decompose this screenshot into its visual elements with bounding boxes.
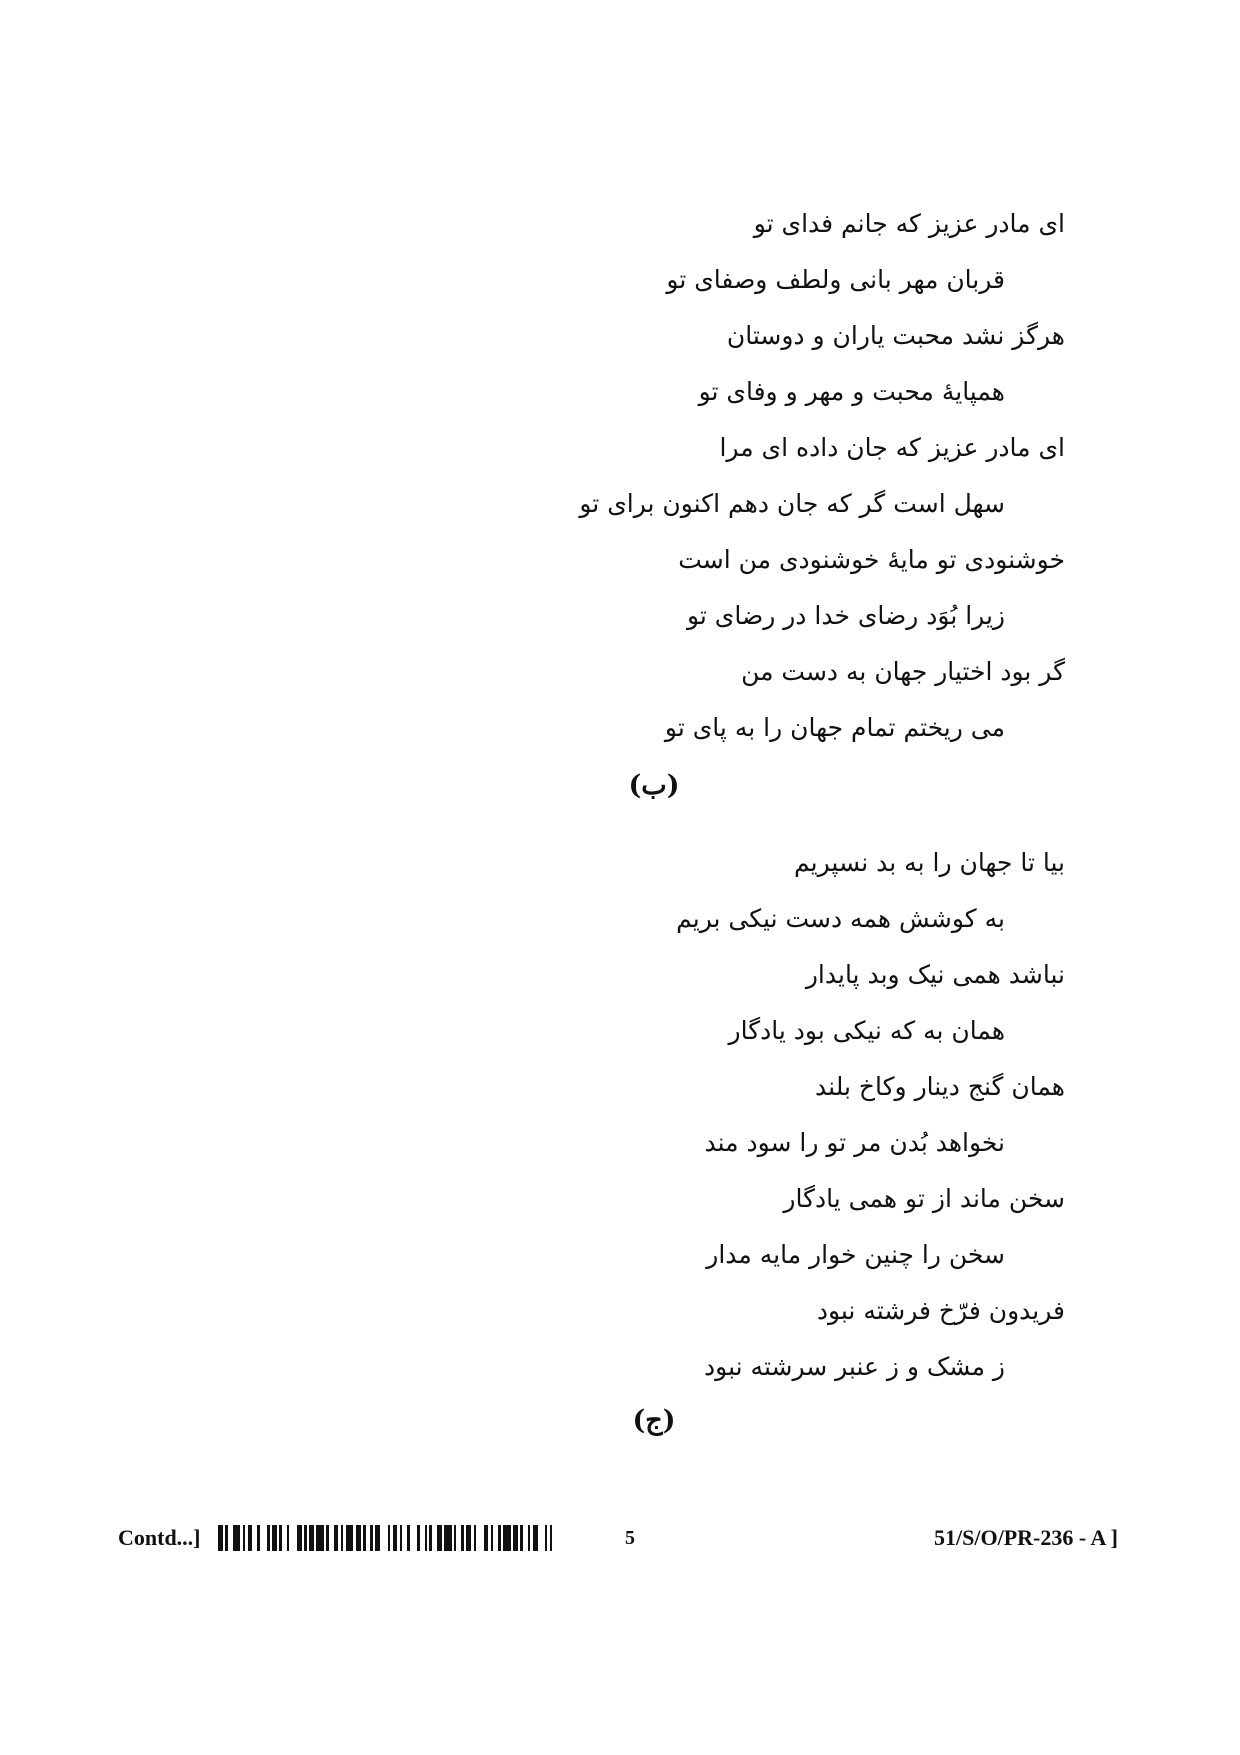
barcode-bar [552,1525,557,1551]
verse-line: می ریختم تمام جهان را به پای تو [664,713,1005,742]
poem-section-a [545,196,1065,756]
verse-line: فریدون فرّخ فرشته نبود [816,1296,1065,1325]
verse-line: همان به که نیکی بود یادگار [728,1016,1005,1045]
barcode-bar [260,1525,267,1551]
verse-line: هرگز نشد محبت یاران و دوستان [726,321,1065,350]
page-footer [0,1525,1240,1565]
continued-label: Contd...] [118,1525,201,1550]
section-label-b: (ب) [628,770,680,801]
verse-line: قربان مهر بانی ولطف وصفای تو [666,265,1005,294]
verse-line: همپایۀ محبت و مهر و وفای تو [698,377,1005,406]
page-number: 5 [625,1527,635,1549]
barcode-bar [476,1525,483,1551]
verse-line: ای مادر عزیز که جانم فدای تو [753,209,1065,238]
barcode-bar [316,1525,323,1551]
verse-line: خوشنودی تو مایۀ خوشنودی من است [678,545,1065,574]
barcode-bar [410,1525,417,1551]
barcode [218,1525,558,1551]
verse-line: سخن را چنین خوار مایه مدار [706,1240,1005,1269]
section-label-c: (ج) [632,1405,676,1436]
verse-line: به کوشش همه دست نیکی بریم [676,904,1005,933]
paper-code: 51/S/O/PR-236 - A ] [934,1525,1118,1550]
verse-line: همان گنج دینار وکاخ بلند [815,1072,1065,1101]
verse-line: سخن ماند از تو همی یادگار [783,1184,1065,1213]
barcode-bar [538,1525,545,1551]
barcode-bar [380,1525,387,1551]
verse-line: سهل است گر که جان دهم اکنون برای تو [579,489,1005,518]
verse-line: زیرا بُوَد رضای خدا در رضای تو [686,601,1005,630]
barcode-bar [444,1525,451,1551]
barcode-bar [503,1525,510,1551]
barcode-bar [233,1525,240,1551]
verse-line: ای مادر عزیز که جان داده ای مرا [719,433,1065,462]
verse-line: گر بود اختیار جهان به دست من [741,657,1065,686]
verse-line: ز مشک و ز عنبر سرشته نبود [704,1352,1005,1381]
poem-section-b [545,835,1065,1395]
verse-line: بیا تا جهان را به بد نسپریم [794,848,1065,877]
verse-line: نباشد همی نیک وبد پایدار [805,960,1065,989]
barcode-bar [346,1525,353,1551]
barcode-bar [289,1525,296,1551]
verse-line: نخواهد بُدن مر تو را سود مند [704,1128,1005,1157]
